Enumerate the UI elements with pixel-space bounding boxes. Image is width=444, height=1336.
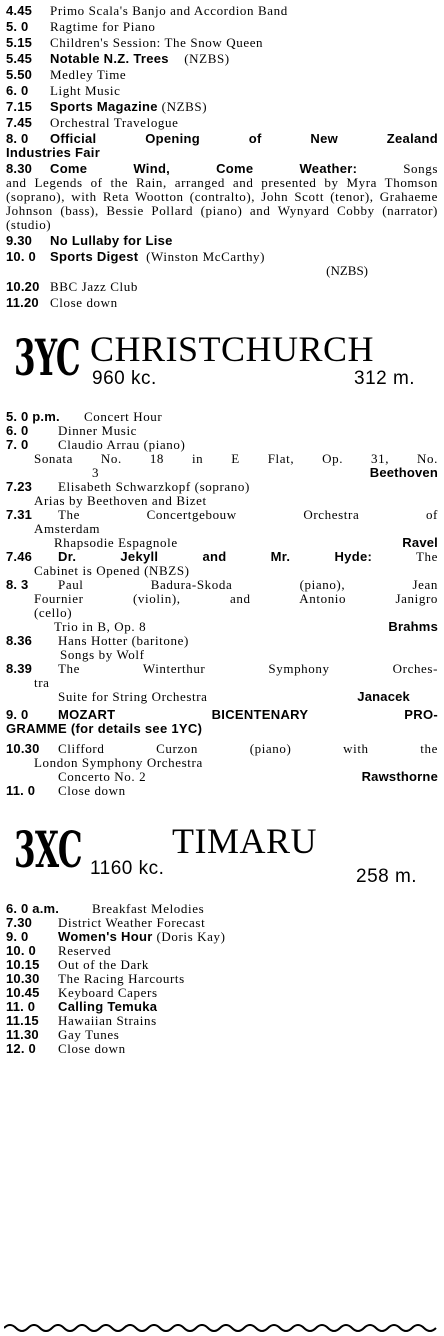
station-frequency: 960 kc. <box>92 368 157 389</box>
programme-title: Orchestral Travelogue <box>50 115 179 130</box>
programme-title: Breakfast Melodies <box>92 901 205 916</box>
programme-title: Notable N.Z. Trees <box>50 51 169 66</box>
programme-work-line <box>6 620 438 634</box>
programme-title: Ragtime for Piano <box>50 19 156 34</box>
programme-work: Songs by Wolf <box>60 647 145 662</box>
programme-title: Claudio Arrau (piano) <box>58 437 186 452</box>
programme-time: 7.23 <box>6 479 33 494</box>
list-item <box>6 944 438 958</box>
station-name: TIMARU <box>172 821 317 861</box>
programme-composer: Beethoven <box>369 465 438 480</box>
programme-title-continued: Cabinet is Opened (NBZS) <box>34 563 190 578</box>
list-item <box>6 1014 438 1028</box>
programme-time: 10.15 <box>6 957 40 972</box>
programme-time: 11.15 <box>6 1013 39 1028</box>
programme-time: 6. 0 <box>6 423 29 438</box>
programme-title: Reserved <box>58 943 112 958</box>
programme-title: MOZART BICENTENARY PRO- <box>58 707 438 722</box>
programme-time: 10.20 <box>6 279 40 294</box>
programme-title: Children's Session: The Snow Queen <box>50 35 264 50</box>
programme-time: 11.30 <box>6 1027 39 1042</box>
programme-title-continued: tra <box>34 675 50 690</box>
programme-note: (NZBS) <box>326 263 368 278</box>
programme-note: (NZBS) <box>161 99 208 114</box>
programme-time: 11.20 <box>6 295 39 310</box>
programme-note: Songs <box>403 161 438 176</box>
programme-title: Calling Temuka <box>58 999 158 1014</box>
programme-title: Close down <box>58 783 126 798</box>
programme-composer: Rawsthorne <box>361 769 438 784</box>
programme-title-continued: GRAMME (for details see 1YC) <box>6 721 203 736</box>
wavy-rule-divider <box>4 1324 440 1332</box>
programme-time: 5.45 <box>6 51 33 66</box>
list-item <box>6 634 438 648</box>
programme-title: District Weather Forecast <box>58 915 206 930</box>
programme-title: Dinner Music <box>58 423 138 438</box>
programme-title: Clifford Curzon (piano) with the <box>58 741 438 756</box>
programme-note: (Doris Kay) <box>156 929 226 944</box>
programme-title: Dr. Jekyll and Mr. Hyde: <box>58 549 373 564</box>
list-item <box>6 410 438 424</box>
list-item <box>6 742 438 756</box>
programme-time: 10. 0 <box>6 249 36 264</box>
list-item <box>6 100 438 114</box>
programme-time: 8. 3 <box>6 577 29 592</box>
station-callsign: 3XC <box>14 820 82 879</box>
programme-title-continued: (cello) <box>34 605 73 620</box>
programme-time: 10.45 <box>6 985 40 1000</box>
programme-work: Suite for String Orchestra <box>58 689 208 704</box>
programme-time: 5. 0 <box>6 19 29 34</box>
programme-time: 7.31 <box>6 507 33 522</box>
programme-time: 7. 0 <box>6 437 29 452</box>
station-header <box>6 820 438 898</box>
list-item <box>6 958 438 972</box>
programme-time: 8.30 <box>6 161 33 176</box>
programme-title-wrap <box>50 52 438 66</box>
list-item <box>6 250 438 264</box>
programme-time: 12. 0 <box>6 1041 36 1056</box>
programme-title: Women's Hour <box>58 929 153 944</box>
programme-title: BBC Jazz Club <box>50 279 138 294</box>
programme-time: 5.50 <box>6 67 33 82</box>
programme-title: Keyboard Capers <box>58 985 158 1000</box>
programme-time: 5.15 <box>6 35 33 50</box>
programme-composer: Ravel <box>402 535 438 550</box>
programme-title: Close down <box>50 295 118 310</box>
programme-title: Hans Hotter (baritone) <box>58 633 189 648</box>
list-item <box>6 1028 438 1042</box>
list-item <box>6 162 438 176</box>
programme-note: The <box>415 549 438 564</box>
list-item <box>6 20 438 34</box>
list-item <box>6 438 438 452</box>
programme-title: No Lullaby for Lise <box>50 233 173 248</box>
programme-title: Hawaiian Strains <box>58 1013 157 1028</box>
programme-work: Trio in B, Op. 8 <box>54 619 147 634</box>
programme-title: Official Opening of New Zealand <box>50 131 438 146</box>
programme-block-2 <box>6 410 438 798</box>
programme-time: 7.30 <box>6 915 33 930</box>
programme-work: 3 <box>92 465 100 480</box>
list-item <box>6 132 438 146</box>
programme-work: Rhapsodie Espagnole <box>54 535 178 550</box>
station-header <box>6 328 438 404</box>
programme-title: Paul Badura-Skoda (piano), Jean <box>58 577 438 592</box>
station-callsign: 3YC <box>14 328 80 387</box>
programme-title-continued: London Symphony Orchestra <box>34 755 203 770</box>
programme-work-line <box>6 770 438 784</box>
programme-time: 7.45 <box>6 115 33 130</box>
list-item <box>6 1000 438 1014</box>
list-item <box>6 84 438 98</box>
list-item <box>6 930 438 944</box>
programme-composer: Brahms <box>388 619 438 634</box>
programme-title-continued: Industries Fair <box>6 145 101 160</box>
programme-work: Arias by Beethoven and Bizet <box>34 493 207 508</box>
programme-title-wrap <box>58 930 438 944</box>
programme-time: 9. 0 <box>6 707 29 722</box>
programme-composer: Janacek <box>357 689 410 704</box>
programme-title: Concert Hour <box>84 409 163 424</box>
programme-title-wrap <box>50 100 438 114</box>
programme-title-continued: Amsterdam <box>34 521 101 536</box>
list-item <box>6 986 438 1000</box>
programme-title: Light Music <box>50 83 121 98</box>
programme-time: 10.30 <box>6 971 40 986</box>
programme-time: 8. 0 <box>6 131 29 146</box>
list-item <box>6 280 438 294</box>
station-name: CHRISTCHURCH <box>90 329 375 369</box>
list-item <box>6 972 438 986</box>
programme-note: (NZBS) <box>184 51 230 66</box>
programme-time: 8.39 <box>6 661 33 676</box>
programme-title: The Winterthur Symphony Orches- <box>58 661 438 676</box>
list-item <box>6 578 438 592</box>
list-item <box>6 52 438 66</box>
list-item <box>6 784 438 798</box>
programme-work-line <box>6 536 438 550</box>
programme-title: Gay Tunes <box>58 1027 120 1042</box>
programme-title: Sports Digest <box>50 249 139 264</box>
list-item <box>6 36 438 50</box>
programme-work-line <box>6 690 438 704</box>
list-item <box>6 480 438 494</box>
programme-title-continued: Fournier (violin), and Antonio Janigro <box>34 591 438 606</box>
programme-time: 10. 0 <box>6 943 36 958</box>
programme-title-wrap <box>50 162 438 176</box>
programme-title: Sports Magazine <box>50 99 158 114</box>
programme-title: The Concertgebouw Orchestra of <box>58 507 438 522</box>
list-item <box>6 234 438 248</box>
list-item <box>6 116 438 130</box>
programme-title: Elisabeth Schwarzkopf (soprano) <box>58 479 250 494</box>
list-item <box>6 424 438 438</box>
programme-time: 11. 0 <box>6 783 36 798</box>
station-wavelength: 312 m. <box>354 368 416 389</box>
list-item <box>6 662 438 676</box>
list-item <box>6 4 438 18</box>
programme-time: 4.45 <box>6 3 33 18</box>
programme-time: 7.46 <box>6 549 33 564</box>
station-frequency: 1160 kc. <box>90 858 165 879</box>
programme-time: 10.30 <box>6 741 40 756</box>
list-item <box>6 550 438 564</box>
programme-title: Close down <box>58 1041 126 1056</box>
list-item <box>6 68 438 82</box>
programme-work: Sonata No. 18 in E Flat, Op. 31, No. <box>34 451 438 466</box>
programme-block-3 <box>6 902 438 1056</box>
programme-title-wrap <box>58 550 438 564</box>
programme-work-line <box>6 466 438 480</box>
programme-block-1 <box>6 0 438 310</box>
programme-description: and Legends of the Rain, arranged and presented by Myra Thomson (soprano), with Reta Wootton (contralto), John Scott (tenor), Grahaeme Johnson (bass), Bessie Pollard (piano) and Wynyard Cobby (narrator) (studio) <box>6 175 438 232</box>
list-item <box>6 916 438 930</box>
programme-title: Come Wind, Come Weather: <box>50 161 358 176</box>
list-item <box>6 296 438 310</box>
programme-title: Medley Time <box>50 67 127 82</box>
programme-time: 6. 0 <box>6 83 29 98</box>
programme-time: 9.30 <box>6 233 33 248</box>
list-item <box>6 902 438 916</box>
programme-time: 6. 0 a.m. <box>6 901 60 916</box>
programme-work: Concerto No. 2 <box>58 769 147 784</box>
programme-title-wrap <box>50 250 438 264</box>
list-item <box>6 1042 438 1056</box>
programme-time: 9. 0 <box>6 929 29 944</box>
programme-time: 8.36 <box>6 633 33 648</box>
programme-time: 7.15 <box>6 99 33 114</box>
programme-time: 11. 0 <box>6 999 36 1014</box>
station-wavelength: 258 m. <box>356 866 418 887</box>
programme-title: Out of the Dark <box>58 957 149 972</box>
programme-title: The Racing Harcourts <box>58 971 185 986</box>
list-item <box>6 708 438 722</box>
programme-note: (Winston McCarthy) <box>146 249 266 264</box>
list-item <box>6 508 438 522</box>
programme-time: 5. 0 p.m. <box>6 409 60 424</box>
programme-title: Primo Scala's Banjo and Accordion Band <box>50 3 288 18</box>
